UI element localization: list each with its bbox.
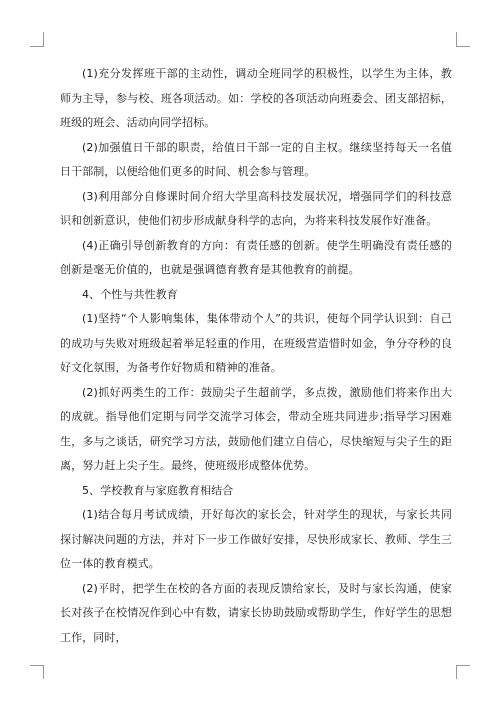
section-heading-4: 4、个性与共性教育 bbox=[82, 287, 178, 301]
crop-mark-bottom-left-h bbox=[30, 665, 44, 666]
paragraph-2: (2)加强值日干部的职责，给值日干部一定的自主权。继续坚持每天一名值日干部制，以便给他们更多的时间、机会参与管理。 bbox=[60, 140, 452, 178]
crop-mark-bottom-right-h bbox=[456, 665, 470, 666]
paragraph-3: (3)利用部分自修课时间介绍大学里高科技发展状况，增强同学们的科技意识和创新意识，使他们初步形成献身科学的志向，为将来科技发展作好准备。 bbox=[60, 189, 452, 227]
paragraph-1: (1)充分发挥班干部的主动性，调动全班同学的积极性，以学生为主体，教师为主导，参与校、班各项活动。如：学校的各项活动向班委会、团支部招标，班级的班会、活动向同学招标。 bbox=[60, 67, 452, 129]
crop-mark-top-right-v bbox=[456, 32, 457, 46]
crop-mark-top-right-h bbox=[456, 46, 470, 47]
paragraph-6: (2)抓好两类生的工作：鼓励尖子生超前学，多点拨，激励他们将来作出大的成就。指导他们定期与同学交流学习体会，带动全班共同进步;指导学习困难生，多与之谈话，研究学习方法，鼓励他们建立自信心，尽快缩短与尖子生的距离，努力赶上尖子生。最终，使班级形成整体优势。 bbox=[60, 385, 452, 472]
crop-mark-bottom-right-v bbox=[456, 665, 457, 679]
crop-mark-top-left-v bbox=[43, 32, 44, 46]
paragraph-4: (4)正确引导创新教育的方向：有责任感的创新。使学生明确没有责任感的创新是毫无价值的，也就是强调德育教育是其他教育的前提。 bbox=[60, 238, 452, 276]
crop-mark-top-left-h bbox=[30, 46, 44, 47]
paragraph-8: (2)平时，把学生在校的各方面的表现反馈给家长，及时与家长沟通，使家长对孩子在校情况作到心中有数，请家长协助鼓励或帮助学生，作好学生的思想工作，同时， bbox=[60, 581, 452, 644]
section-heading-5: 5、学校教育与家庭教育相结合 bbox=[82, 483, 234, 497]
paragraph-5: (1)坚持“个人影响集体，集体带动个人”的共识，使每个同学认识到：自己的成功与失败对班级起着举足轻重的作用，在班级营造惜时如金，争分夺秒的良好文化氛围，为备考作好物质和精神的准备。 bbox=[60, 312, 452, 374]
paragraph-7: (1)结合每月考试成绩，开好每次的家长会，针对学生的现状，与家长共同探讨解决问题的方法，并对下一步工作做好安排，尽快形成家长、教师、学生三位一体的教育模式。 bbox=[60, 508, 452, 570]
document-body bbox=[60, 62, 452, 650]
crop-mark-bottom-left-v bbox=[43, 665, 44, 679]
